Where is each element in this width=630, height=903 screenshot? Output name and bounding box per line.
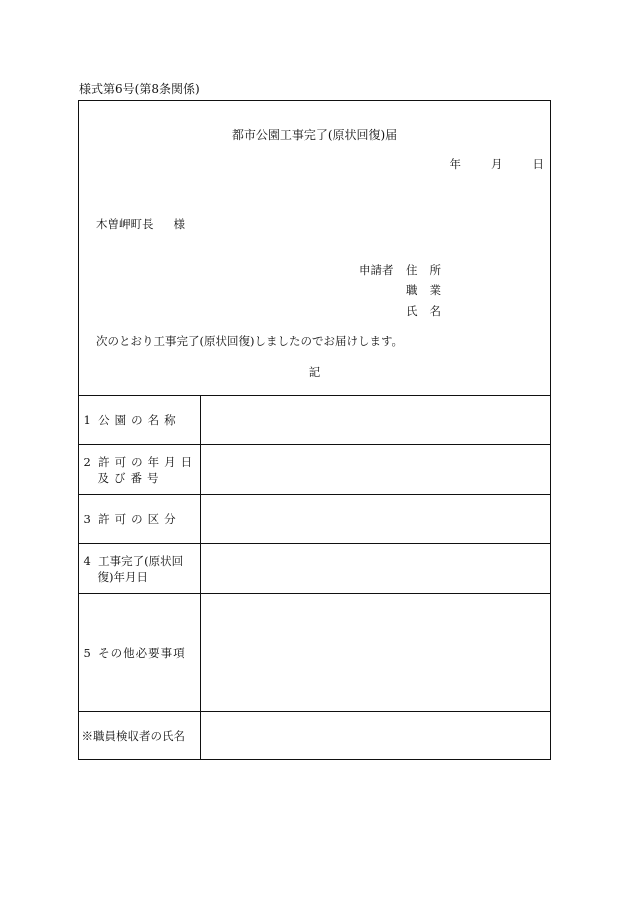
- row-number: 3: [83, 512, 91, 526]
- ki-mark: 記: [308, 365, 321, 379]
- field-char: 職: [406, 283, 418, 297]
- row-label-text: 工事完了(原状回: [98, 553, 184, 568]
- row-label-text: ※職員検収者の氏名: [81, 729, 185, 743]
- form-frame: [78, 100, 551, 760]
- addressee: [96, 216, 185, 232]
- row-label: [78, 495, 201, 544]
- row-label: [78, 396, 201, 445]
- date-day: 日: [532, 157, 544, 171]
- date-year: 年: [449, 157, 461, 171]
- row-label: [78, 544, 201, 594]
- field-char: 名: [429, 304, 441, 318]
- form-title: 都市公園工事完了(原状回復)届: [231, 128, 398, 142]
- table-row: [78, 544, 551, 594]
- date-month: 月: [491, 157, 503, 171]
- applicant-field-occupation: [406, 282, 441, 298]
- row-number: 1: [83, 413, 91, 427]
- row-value-cell[interactable]: [200, 594, 551, 712]
- row-label-text-2: 及び番号: [97, 470, 164, 485]
- field-char: 所: [429, 263, 441, 277]
- row-number: 4: [83, 553, 91, 568]
- date-line: [450, 156, 545, 172]
- addressee-suffix: 様: [173, 217, 185, 231]
- table-row: [78, 712, 551, 761]
- table-row: [78, 495, 551, 544]
- row-value-cell[interactable]: [200, 445, 551, 495]
- row-value-cell[interactable]: [200, 712, 551, 761]
- row-label: [78, 712, 201, 761]
- field-char: 業: [429, 283, 441, 297]
- notice-text: 次のとおり工事完了(原状回復)しましたのでお届けします。: [96, 334, 404, 348]
- row-label-text: 許可の区分: [98, 512, 181, 526]
- row-label: [78, 594, 201, 712]
- field-char: 住: [406, 263, 418, 277]
- row-value-cell[interactable]: [200, 495, 551, 544]
- addressee-name: 木曽岬町長: [96, 217, 154, 231]
- table-row: [78, 396, 551, 445]
- row-label-text: 許可の年月日: [98, 454, 198, 469]
- applicant-field-name: [406, 303, 441, 319]
- row-label-text: 公園の名称: [98, 413, 181, 427]
- field-char: 氏: [406, 304, 418, 318]
- table-row: [78, 594, 551, 712]
- applicant-field-address: [406, 262, 441, 278]
- row-label-text: その他必要事項: [98, 645, 186, 660]
- row-number: 5: [83, 645, 91, 660]
- row-value-cell[interactable]: [200, 544, 551, 594]
- applicant-label: 申請者: [359, 263, 394, 277]
- row-label-text-2: 復)年月日: [97, 569, 148, 584]
- row-label: [78, 445, 201, 495]
- row-number: 2: [83, 454, 91, 469]
- form-number-label: 様式第6号(第8条関係): [79, 82, 200, 96]
- row-value-cell[interactable]: [200, 396, 551, 445]
- table-row: [78, 445, 551, 495]
- details-table: [78, 395, 551, 760]
